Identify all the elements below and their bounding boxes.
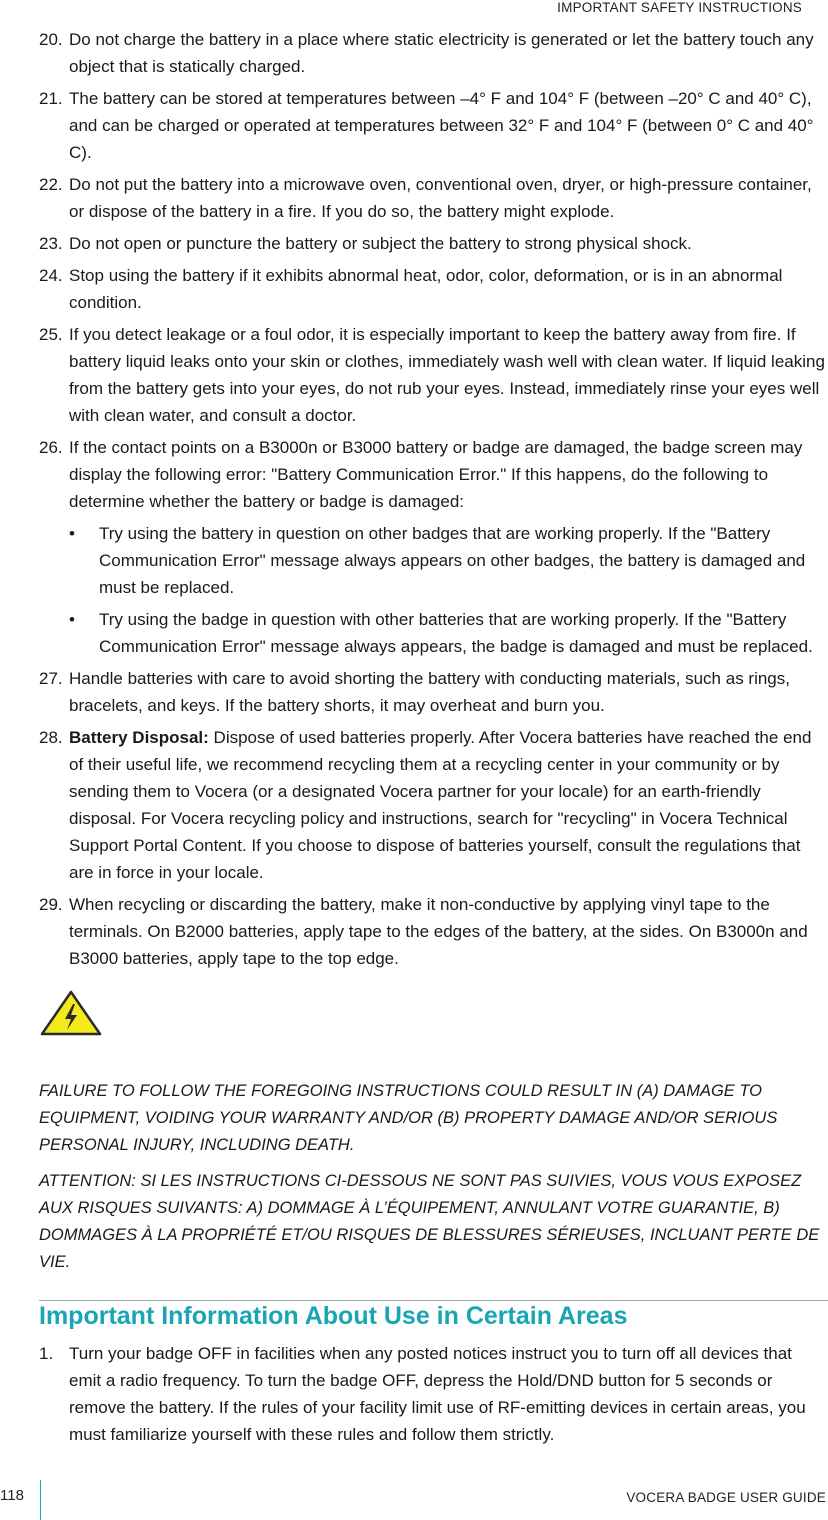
list-item: [39, 724, 825, 886]
running-header: IMPORTANT SAFETY INSTRUCTIONS: [557, 0, 802, 15]
item-number: 21.: [39, 89, 63, 108]
item-number: 28.: [39, 728, 63, 747]
item-number: 26.: [39, 438, 63, 457]
item-text: If you detect leakage or a foul odor, it is especially important to keep the battery away from fire. If battery liquid leaks onto your skin or clothes, immediately wash well with clean water. If liquid leaking from the battery gets into your eyes, do not rub your eyes. Instead, immediately rinse your eyes well with clean water, and consult a doctor.: [69, 325, 825, 425]
item-text: Do not charge the battery in a place where static electricity is generated or let the battery touch any object that is statically charged.: [69, 30, 814, 76]
list-item: [39, 85, 825, 166]
list-item: [39, 171, 825, 225]
item-text: Dispose of used batteries properly. After Vocera batteries have reached the end of their useful life, we recommend recycling them at a recycling center in your community or by sending them to Vocera (or a designated Vocera partner for your locale) for an earth-friendly disposal. For Vocera recycling policy and instructions, search for "recycling" in Vocera Technical Support Portal Content. If you choose to dispose of batteries yourself, consult the regulations that are in force in your locale.: [69, 728, 812, 882]
item-text: Do not open or puncture the battery or subject the battery to strong physical shock.: [69, 234, 692, 253]
bullet-text: Try using the badge in question with other batteries that are working properly. If the "Battery Communication Error" message always appears, the badge is damaged and must be replaced.: [99, 610, 813, 656]
item-text: If the contact points on a B3000n or B3000 battery or badge are damaged, the badge screen may display the following error: "Battery Communication Error." If this happens, do the following to determine whether the battery or badge is damaged:: [69, 438, 803, 511]
item-number: 29.: [39, 895, 63, 914]
footer-divider: [40, 1480, 41, 1520]
bullet-mark: •: [69, 610, 75, 629]
item-text: When recycling or discarding the battery, make it non-conductive by applying vinyl tape to the terminals. On B2000 batteries, apply tape to the edges of the battery, at the sides. On B3000n and B3000 batteries, apply tape to the top edge.: [69, 895, 808, 968]
section-list: [39, 1340, 825, 1453]
list-item: [39, 891, 825, 972]
item-number: 20.: [39, 30, 63, 49]
item-number: 27.: [39, 669, 63, 688]
warning-french: ATTENTION: SI LES INSTRUCTIONS CI-DESSOUS NE SONT PAS SUIVIES, VOUS VOUS EXPOSEZ AUX RISQUES SUIVANTS: A) DOMMAGE À L’ÉQUIPEMENT, ANNULANT VOTRE GUARANTIE, B) DOMMAGES À LA PROPRIÉTÉ ET/OU RISQUES DE BLESSURES SÉRIEUSES, INCLUANT PERTE DE VIE.: [39, 1172, 820, 1271]
list-item: [39, 665, 825, 719]
electrical-hazard-icon: [40, 990, 102, 1036]
list-item: [39, 1340, 825, 1448]
bullet-list: [69, 520, 825, 660]
item-bold-lead: Battery Disposal:: [69, 728, 209, 747]
safety-instructions-list: [39, 26, 825, 977]
item-text: The battery can be stored at temperatures between –4° F and 104° F (between –20° C and 40° C), and can be charged or operated at temperatures between 32° F and 104° F (between 0° C and 40° C).: [69, 89, 814, 162]
item-number: 23.: [39, 234, 63, 253]
item-number: 24.: [39, 266, 63, 285]
item-text: Turn your badge OFF in facilities when any posted notices instruct you to turn off all devices that emit a radio frequency. To turn the badge OFF, depress the Hold/DND button for 5 seconds or remove the battery. If the rules of your facility limit use of RF-emitting devices in certain areas, you must familiarize yourself with these rules and follow them strictly.: [69, 1344, 806, 1444]
bullet-item: [69, 606, 825, 660]
section-divider: [39, 1300, 828, 1301]
warning-english: FAILURE TO FOLLOW THE FOREGOING INSTRUCTIONS COULD RESULT IN (A) DAMAGE TO EQUIPMENT, VOIDING YOUR WARRANTY AND/OR (B) PROPERTY DAMAGE AND/OR SERIOUS PERSONAL INJURY, INCLUDING DEATH.: [39, 1082, 778, 1154]
list-item: [39, 434, 825, 660]
bullet-text: Try using the battery in question on other badges that are working properly. If the "Battery Communication Error" message always appears on other badges, the battery is damaged and must be replaced.: [99, 524, 806, 597]
item-text: Stop using the battery if it exhibits abnormal heat, odor, color, deformation, or is in an abnormal condition.: [69, 266, 783, 312]
footer-title: VOCERA BADGE USER GUIDE: [626, 1490, 826, 1505]
list-item: [39, 26, 825, 80]
item-number: 25.: [39, 325, 63, 344]
list-item: [39, 262, 825, 316]
list-item: [39, 321, 825, 429]
bullet-mark: •: [69, 524, 75, 543]
item-text: Handle batteries with care to avoid shorting the battery with conducting materials, such as rings, bracelets, and keys. If the battery shorts, it may overheat and burn you.: [69, 669, 790, 715]
list-item: [39, 230, 825, 257]
bullet-item: [69, 520, 825, 601]
item-number: 1.: [39, 1344, 54, 1363]
section-heading: Important Information About Use in Certain Areas: [39, 1302, 628, 1330]
item-text: Do not put the battery into a microwave oven, conventional oven, dryer, or high-pressure container, or dispose of the battery in a fire. If you do so, the battery might explode.: [69, 175, 812, 221]
page-number: 118: [0, 1487, 24, 1504]
item-number: 22.: [39, 175, 63, 194]
